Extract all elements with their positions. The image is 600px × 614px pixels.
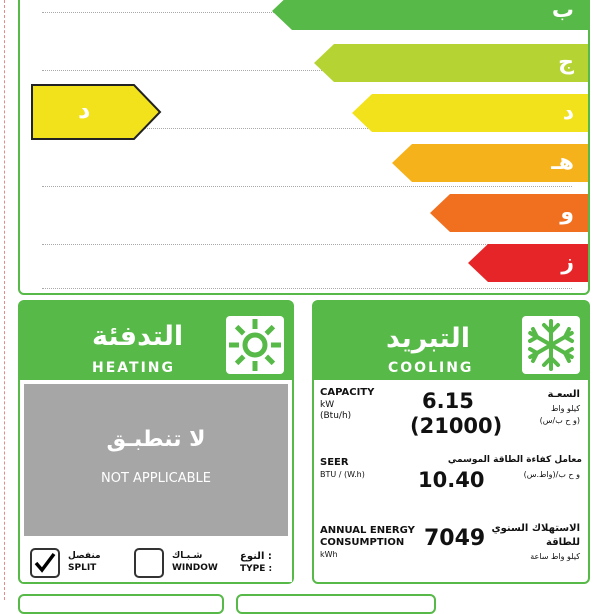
cooling-title-ar: التبريد: [386, 323, 470, 354]
checkmark-icon: [32, 550, 58, 576]
cut-line: [4, 0, 5, 600]
seer-label-ar: معامل كفاءة الطاقة الموسمي: [447, 455, 582, 465]
window-checkbox[interactable]: [134, 548, 164, 578]
divider: [42, 186, 572, 187]
annual-label-en-1: ANNUAL ENERGY: [320, 525, 415, 536]
window-label-en: WINDOW: [172, 563, 218, 573]
capacity-value-btu: (21000): [410, 414, 503, 438]
capacity-label-ar: السعـة: [547, 389, 580, 400]
sun-icon: [226, 316, 284, 374]
rating-bar: [314, 44, 588, 82]
lower-panel-right: [236, 594, 436, 614]
split-checkbox[interactable]: [30, 548, 60, 578]
seer-unit-en: BTU / (W.h): [320, 470, 365, 479]
type-label-en: TYPE :: [240, 564, 273, 574]
lower-panel-left: [18, 594, 224, 614]
rating-bar: [272, 0, 588, 30]
annual-unit-en: kWh: [320, 550, 338, 559]
heating-icon-box: [226, 316, 284, 374]
cooling-icon-box: [522, 316, 580, 374]
snowflake-icon: [522, 316, 580, 374]
type-label-ar: النوع :: [240, 551, 272, 562]
rating-bar: [430, 194, 588, 232]
current-rating-pointer: [30, 83, 162, 141]
not-applicable-ar: لا تنطبـق: [106, 427, 206, 452]
cooling-panel: [312, 300, 590, 584]
rating-bar-letter: و: [560, 200, 574, 225]
cooling-title-en: COOLING: [388, 360, 474, 376]
cooling-header: [314, 302, 588, 380]
current-rating-letter: د: [78, 96, 91, 124]
capacity-value-kw: 6.15: [422, 389, 474, 413]
seer-value: 10.40: [418, 468, 485, 492]
rating-bar-shape: [352, 94, 588, 132]
split-label-ar: منفصل: [68, 551, 101, 561]
seer-label-en: SEER: [320, 457, 349, 468]
capacity-unit-kw: kW: [320, 400, 335, 410]
heating-header: [20, 302, 292, 380]
capacity-unit2-ar: (و ح ب/س): [539, 416, 580, 425]
pointer-arrow-icon: [30, 83, 162, 141]
heating-title-ar: التدفئة: [92, 321, 184, 352]
annual-unit-ar: كيلو واط ساعة: [530, 552, 580, 561]
split-label-en: SPLIT: [68, 563, 97, 573]
rating-bar: [392, 144, 588, 182]
annual-label-ar-1: الاستهلاك السنوي: [491, 523, 580, 534]
not-applicable-en: NOT APPLICABLE: [100, 471, 212, 486]
rating-bar-shape: [272, 0, 588, 30]
rating-bar-letter: ز: [561, 250, 574, 275]
seer-unit-ar: و ح ب/(واط.س): [523, 470, 580, 479]
annual-label-ar-2: للطاقة: [546, 537, 580, 548]
rating-bar-letter: ب: [551, 0, 574, 23]
capacity-label-en: CAPACITY: [320, 387, 375, 398]
capacity-unit-btu: (Btu/h): [320, 411, 352, 421]
window-label-ar: شـبـاك: [172, 551, 203, 561]
heating-title-en: HEATING: [92, 360, 175, 376]
capacity-unit-ar: كيلو واط: [550, 404, 580, 413]
annual-label-en-2: CONSUMPTION: [320, 537, 405, 548]
rating-bar: [352, 94, 588, 132]
rating-bar: [468, 244, 588, 282]
divider: [42, 288, 572, 289]
rating-bar-letter: ج: [558, 50, 574, 75]
type-selector: [22, 544, 292, 582]
rating-bar-letter: هـ: [551, 150, 574, 175]
not-applicable-box: [24, 384, 288, 536]
heating-panel: [18, 300, 294, 584]
rating-bar-shape: [314, 44, 588, 82]
annual-value: 7049: [424, 526, 486, 551]
rating-bar-letter: د: [562, 100, 574, 125]
